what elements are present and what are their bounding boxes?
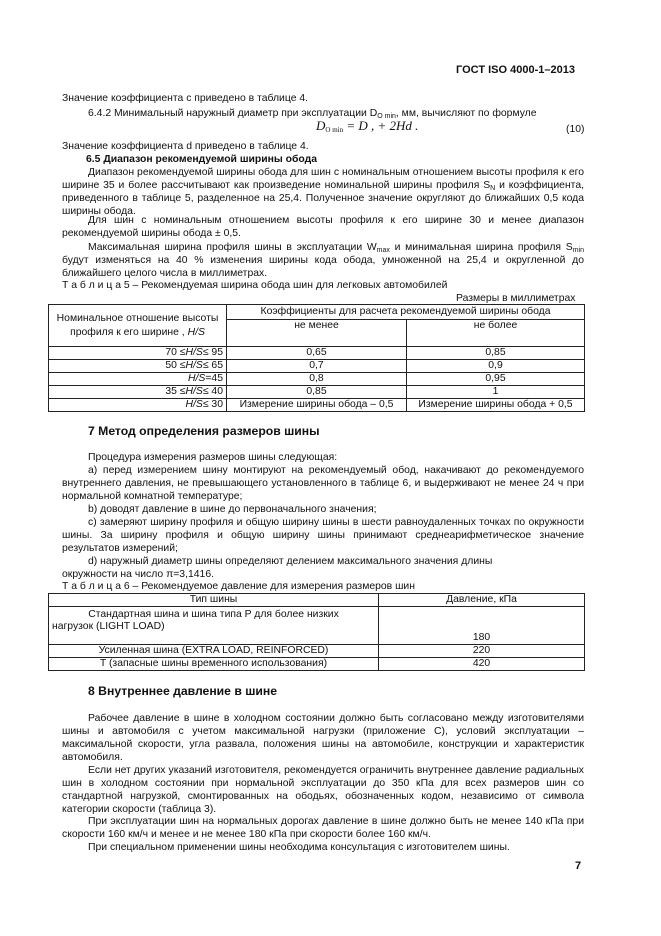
formula-10: $D_{O min} = D$ , + 2Hd . (316, 118, 419, 134)
table-5-cell: 1 (407, 386, 585, 399)
table-5-cell: 50 ≤H/S≤ 65 (49, 360, 227, 373)
section-8-para-4: При специальном применении шины необходима консультация с изготовителем шины. (88, 842, 510, 853)
section-8-para-3: При эксплуатации шин на нормальных дорогах давление в шине должно быть не менее 140 кПа при скорости 160 км/ч и менее и не менее 180 кПа при скорости более 160 км/ч. (62, 816, 584, 840)
table-6-cell: 220 (379, 645, 585, 658)
coef-c-note: Значение коэффициента c приведено в таблице 4. (62, 93, 309, 104)
table-5-cell: 0,85 (227, 386, 407, 399)
table-6-cell: 180 (379, 607, 585, 645)
table-5 (48, 304, 585, 412)
table-6-header-type: Тип шины (49, 594, 379, 607)
table-6-header-pressure: Давление, кПа (379, 594, 585, 607)
section-7-item-a: а) перед измерением шину монтируют на рекомендуемый обод, накачивают до рекомендуемого внутреннего давления, не превышающего установленного в таблице 6, и выдерживают не менее 24 ч при нормальной комнатной температуре; (62, 465, 584, 502)
table-5-subheader-max: не более (407, 320, 585, 347)
table-5-cell: 0,9 (407, 360, 585, 373)
table-5-cell: Измерение ширины обода + 0,5 (407, 399, 585, 412)
section-6-5-para-2: Для шин с номинальным отношением высоты профиля к его ширине 30 и менее диапазон рекомендуемой ширины обода ± 0,5. (62, 215, 584, 239)
table-5-cell: H/S=45 (49, 373, 227, 386)
section-6-5-para-3: Максимальная ширина профиля шины в эксплуатации $W_{max}$ и минимальная ширина профиля $S_{min}$ будут изменяться на 40 % изменения ширины кода обода, умноженной на 25,4 и округленной до ближайшего целого числа в миллиметрах. (62, 242, 584, 279)
section-8-para-1: Рабочее давление в шине в холодном состоянии должно быть согласовано между изготовителями шины и автомобиля с учетом максимальной нагрузки (приложение C), условий эксплуатации – максимальной скорости, угла развала, положения шины на автомобиле, конструкции и характеристик автомобиля. (62, 713, 584, 763)
table-5-cell: Измерение ширины обода – 0,5 (227, 399, 407, 412)
section-7-item-b: b) доводят давление в шине до первоначального значения; (88, 504, 377, 515)
formula-number: (10) (566, 124, 585, 135)
table-5-group-header: Коэффициенты для расчета рекомендуемой ширины обода (227, 305, 585, 320)
section-6-5-title: 6.5 Диапазон рекомендуемой ширины обода (86, 154, 317, 165)
table-5-cell: 0,85 (407, 347, 585, 360)
table-5-subheader-min: не менее (227, 320, 407, 347)
table-5-cell: 0,65 (227, 347, 407, 360)
clause-6-4-2: 6.4.2 Минимальный наружный диаметр при эксплуатации $D_{O min}$, мм, вычисляют по формуле (88, 108, 537, 120)
table-5-cell: 70 ≤H/S≤ 95 (49, 347, 227, 360)
section-8-para-2: Если нет других указаний изготовителя, рекомендуется ограничить внутреннее давление радиальных шин в холодном состоянии при нормальной эксплуатации до 350 кПа для всех размеров шин со стандартной нагрузкой, смонтированных на ободьях, обозначенных кодом, независимо от символа категории скорости (таблица 3). (62, 765, 584, 815)
section-7-item-c: c) замеряют ширину профиля и общую ширину шины в шести равноудаленных точках по окружности шины. За ширину профиля и общую ширину шины принимают среднеарифметическое значение результатов измерений; (62, 517, 584, 554)
table-5-cell: H/S≤ 30 (49, 399, 227, 412)
table-6 (48, 593, 585, 671)
table-6-cell: Усиленная шина (EXTRA LOAD, REINFORCED) (49, 645, 379, 658)
table-6-cell: Стандартная шина и шина типа P для более низких нагрузок (LIGHT LOAD) (49, 607, 379, 645)
table-6-cell: 420 (379, 658, 585, 671)
table-6-cell: T (запасные шины временного использования) (49, 658, 379, 671)
section-8-title: 8 Внутреннее давление в шине (88, 684, 278, 698)
table-6-caption: Т а б л и ц а 6 – Рекомендуемое давление для измерения размеров шин (62, 581, 415, 592)
table-5-units: Размеры в миллиметрах (456, 293, 576, 304)
page-number: 7 (575, 860, 582, 872)
table-5-cell: 0,7 (227, 360, 407, 373)
table-5-caption: Т а б л и ц а 5 – Рекомендуемая ширина обода шин для легковых автомобилей (62, 280, 448, 291)
section-7-item-d-line1: d) наружный диаметр шины определяют делением максимального значения длины (88, 556, 493, 567)
table-5-cell: 35 ≤H/S≤ 40 (49, 386, 227, 399)
section-6-5-para-1: Диапазон рекомендуемой ширины обода для шин с номинальным отношением высоты профиля к его ширине 35 и более рассчитывают как произведение номинальной ширины профиля $S_N$ и коэффициента, приведенного в таблице 5, разделенное на 25,4. Полученное значение округляют до ближайших 0,5 кода ширины обода. (62, 167, 584, 217)
table-5-cell: 0,8 (227, 373, 407, 386)
section-7-item-d-line2: окружности на число π=3,1416. (62, 569, 214, 580)
table-5-col1-header: Номинальное отношение высоты профиля к его ширине , H/S (49, 305, 227, 347)
table-5-cell: 0,95 (407, 373, 585, 386)
section-7-intro: Процедура измерения размеров шины следующая: (88, 452, 338, 463)
coef-d-note: Значение коэффициента d приведено в таблице 4. (62, 141, 309, 152)
document-header: ГОСТ ISO 4000-1–2013 (456, 64, 575, 76)
section-7-title: 7 Метод определения размеров шины (88, 424, 320, 438)
